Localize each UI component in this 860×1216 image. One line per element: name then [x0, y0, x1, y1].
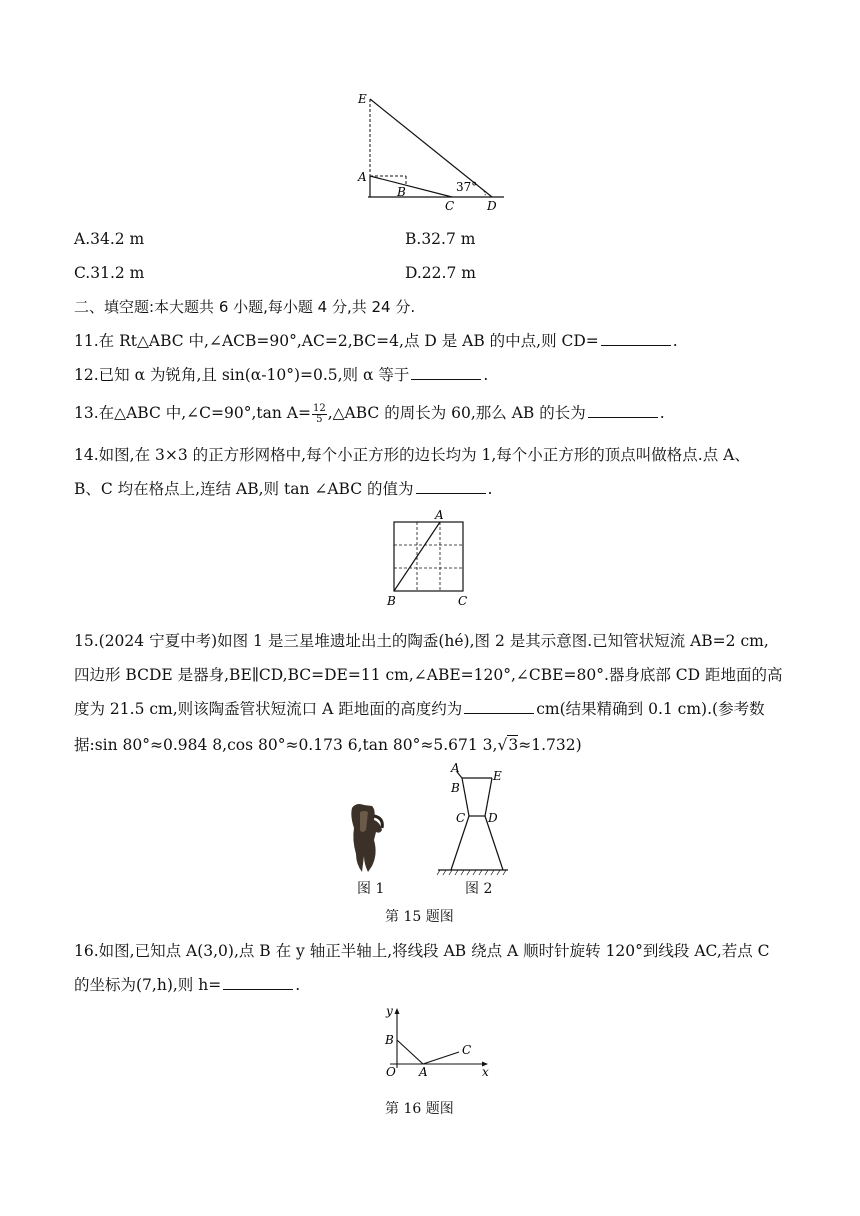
q13-text: 13.在△ABC 中,∠C=90°,tan A= [74, 404, 311, 422]
axis-label-y: y [386, 1004, 393, 1018]
grid-label-b: B [387, 594, 396, 608]
option-a: A.34.2 m [74, 230, 145, 248]
ground-hatching [437, 870, 506, 875]
q15-figure-caption: 第 15 题图 [385, 909, 454, 925]
pottery-photo [342, 800, 390, 874]
question-14-line-2 [74, 478, 492, 500]
q16-text: 的坐标为(7,h),则 h= [74, 976, 222, 994]
question-11 [74, 330, 678, 352]
segment-ab [397, 1040, 423, 1064]
q14-grid-figure [384, 508, 474, 612]
schematic-label-e: E [493, 769, 502, 783]
option-d: D.22.7 m [405, 264, 476, 282]
label-e: E [358, 92, 367, 106]
question-15-line-2: 四边形 BCDE 是器身,BE∥CD,BC=DE=11 cm,∠ABE=120°,∠CBE=80°.器身底部 CD 距地面的高 [74, 666, 783, 684]
q15-ref-end: ≈1.732) [518, 736, 582, 754]
question-16-line-1: 16.如图,已知点 A(3,0),点 B 在 y 轴正半轴上,将线段 AB 绕点 A 顺时针旋转 120°到线段 AC,若点 C [74, 942, 770, 960]
label-angle: 37° [456, 180, 478, 194]
q15-text: 度为 21.5 cm,则该陶盉管状短流口 A 距地面的高度约为 [74, 700, 463, 718]
q15-text-cont: cm(结果精确到 0.1 cm).(参考数 [536, 700, 765, 718]
q13-text-mid: ,△ABC 的周长为 60,那么 AB 的长为 [327, 404, 586, 422]
schematic-label-a: A [451, 761, 460, 775]
point-label-a: A [419, 1065, 428, 1079]
schematic-label-c: C [456, 811, 466, 825]
grid-label-c: C [458, 594, 468, 608]
q10-figure [350, 88, 510, 214]
section-header: 二、填空题:本大题共 6 小题,每小题 4 分,共 24 分. [74, 298, 416, 316]
q14-answer-blank[interactable] [416, 479, 486, 494]
fig2-caption: 图 2 [465, 881, 493, 897]
point-label-b: B [385, 1033, 394, 1047]
sqrt-symbol: √ [497, 736, 508, 754]
question-16-line-2 [74, 974, 300, 996]
q14-text: B、C 均在格点上,连结 AB,则 tan ∠ABC 的值为 [74, 480, 414, 498]
q12-end: . [483, 366, 489, 384]
grid-border [394, 522, 463, 591]
label-c: C [445, 199, 455, 213]
line-ac [370, 176, 452, 197]
q16-end: . [295, 976, 301, 994]
point-label-c: C [462, 1043, 472, 1057]
q13-fraction [312, 404, 327, 425]
option-b: B.32.7 m [405, 230, 476, 248]
question-15-line-1: 15.(2024 宁夏中考)如图 1 是三星堆遗址出土的陶盉(hé),图 2 是其示意图.已知管状短流 AB=2 cm, [74, 632, 769, 650]
option-c: C.31.2 m [74, 264, 145, 282]
sqrt-radicand: 3 [508, 736, 519, 754]
label-b: B [397, 185, 406, 199]
q12-text: 12.已知 α 为锐角,且 sin(α-10°)=0.5,则 α 等于 [74, 366, 410, 384]
q11-answer-blank[interactable] [601, 331, 671, 346]
q15-answer-blank[interactable] [464, 699, 534, 714]
label-d: D [487, 199, 497, 213]
label-a: A [358, 170, 367, 184]
schematic-label-d: D [488, 811, 498, 825]
question-15-line-3 [74, 698, 765, 720]
q13-denominator: 5 [316, 413, 323, 425]
q13-answer-blank[interactable] [588, 403, 658, 418]
q16-coordinate-figure [376, 1004, 496, 1080]
q12-answer-blank[interactable] [411, 365, 481, 380]
q16-answer-blank[interactable] [223, 975, 293, 990]
q11-end: . [672, 332, 678, 350]
q13-end: . [659, 404, 665, 422]
q16-figure-caption: 第 16 题图 [385, 1101, 454, 1117]
origin-label-o: O [386, 1065, 396, 1079]
pottery-schematic [432, 760, 508, 878]
fig1-caption: 图 1 [357, 881, 385, 897]
y-axis-arrow [395, 1008, 400, 1014]
grid-label-a: A [435, 508, 444, 522]
question-12 [74, 364, 488, 386]
q14-end: . [487, 480, 493, 498]
q15-ref-data: 据:sin 80°≈0.984 8,cos 80°≈0.173 6,tan 80°≈5.671 3, [74, 736, 498, 754]
question-14-line-1: 14.如图,在 3×3 的正方形网格中,每个小正方形的边长均为 1,每个小正方形的顶点叫做格点.点 A、 [74, 446, 750, 464]
question-15-line-4 [74, 734, 582, 756]
schematic-label-b: B [451, 781, 460, 795]
question-13 [74, 402, 665, 425]
segment-ac [423, 1052, 459, 1064]
q11-text: 11.在 Rt△ABC 中,∠ACB=90°,AC=2,BC=4,点 D 是 AB 的中点,则 CD= [74, 332, 599, 350]
q13-numerator: 12 [312, 402, 326, 414]
axis-label-x: x [482, 1065, 489, 1079]
